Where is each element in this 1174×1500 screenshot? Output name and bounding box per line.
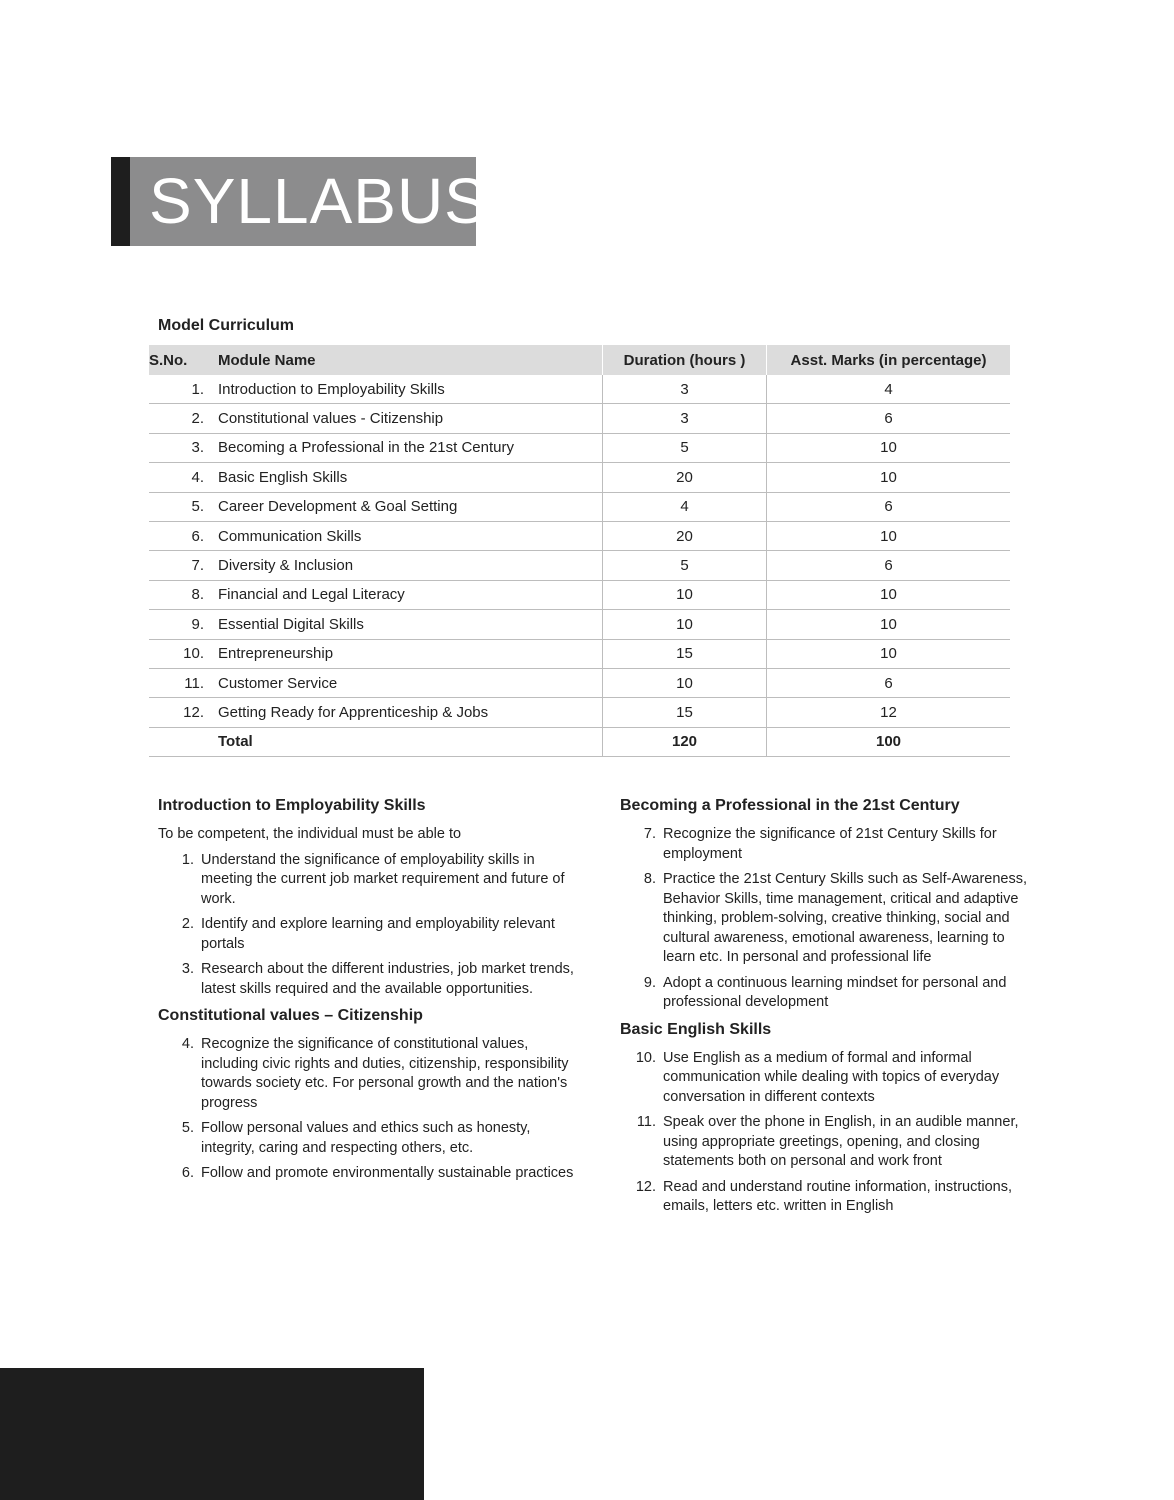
- section-intro-text: To be competent, the individual must be able to: [158, 826, 462, 842]
- section-intro-employability: [158, 795, 588, 999]
- row-module: Basic English Skills: [218, 463, 603, 492]
- header-duration: Duration (hours ): [603, 345, 767, 375]
- list-item-text: Use English as a medium of formal and informal communication while dealing with topics of everyday conversation in different contexts: [663, 1049, 1000, 1105]
- list-item: [158, 915, 588, 954]
- list-item-number: 12.: [635, 1178, 656, 1195]
- header-marks: Asst. Marks (in percentage): [767, 345, 1011, 375]
- list-item-number: 1.: [181, 851, 194, 868]
- section-professional: [620, 795, 1040, 1013]
- list-item: [620, 870, 1040, 968]
- list-item-text: Read and understand routine information, instructions, emails, letters etc. written in English: [663, 1178, 1013, 1214]
- row-marks: 10: [767, 639, 1011, 668]
- row-sno: 11.: [149, 668, 204, 697]
- list-item: [158, 1035, 588, 1113]
- row-sno: 9.: [149, 610, 204, 639]
- section-heading: Basic English Skills: [620, 1020, 772, 1038]
- row-module: Getting Ready for Apprenticeship & Jobs: [218, 698, 603, 727]
- row-module: Communication Skills: [218, 521, 603, 550]
- row-duration: 5: [603, 551, 767, 580]
- list-item: [620, 1049, 1040, 1108]
- table-row: [149, 375, 1010, 404]
- section-heading: Introduction to Employability Skills: [158, 797, 426, 814]
- row-module: Essential Digital Skills: [218, 610, 603, 639]
- row-module: Financial and Legal Literacy: [218, 580, 603, 609]
- objective-list: [620, 1049, 1040, 1217]
- table-row: [149, 463, 1010, 492]
- list-item: [620, 974, 1040, 1013]
- table-row: [149, 433, 1010, 462]
- list-item-text: Understand the significance of employability skills in meeting the current job market requirement and future of work.: [201, 851, 565, 907]
- row-marks: 6: [767, 668, 1011, 697]
- row-module: Customer Service: [218, 668, 603, 697]
- row-module: Diversity & Inclusion: [218, 551, 603, 580]
- row-sno: 12.: [149, 698, 204, 727]
- row-module: Introduction to Employability Skills: [218, 375, 603, 404]
- table-header-row: [149, 345, 1010, 375]
- row-module: Becoming a Professional in the 21st Century: [218, 433, 603, 462]
- row-marks: 6: [767, 404, 1011, 433]
- row-sno: 6.: [149, 521, 204, 550]
- table-row: [149, 580, 1010, 609]
- row-module: Career Development & Goal Setting: [218, 492, 603, 521]
- section-heading: Constitutional values – Citizenship: [158, 1007, 423, 1024]
- list-item-number: 2.: [181, 916, 194, 932]
- list-item: [158, 1119, 588, 1158]
- table-row: [149, 551, 1010, 580]
- page-title: SYLLABUS: [149, 165, 488, 237]
- list-item: [620, 1113, 1040, 1172]
- row-sno: 2.: [149, 404, 204, 433]
- row-duration: 20: [603, 521, 767, 550]
- list-item-text: Recognize the significance of 21st Century Skills for employment: [663, 826, 997, 862]
- section-constitutional: [158, 1005, 588, 1184]
- row-marks: 6: [767, 551, 1011, 580]
- list-item-number: 10.: [635, 1049, 656, 1066]
- row-duration: 10: [603, 610, 767, 639]
- row-sno: 4.: [149, 463, 204, 492]
- total-label: Total: [218, 727, 603, 756]
- table-row: [149, 404, 1010, 433]
- curriculum-table: [149, 345, 1010, 757]
- right-column: [620, 795, 1040, 1223]
- row-marks: 4: [767, 375, 1011, 404]
- list-item: [158, 960, 588, 999]
- row-duration: 3: [603, 404, 767, 433]
- table-row: [149, 521, 1010, 550]
- list-item-text: Follow and promote environmentally sustainable practices: [201, 1165, 574, 1181]
- row-duration: 10: [603, 580, 767, 609]
- table-row: [149, 492, 1010, 521]
- list-item-number: 11.: [636, 1114, 656, 1130]
- section-english: [620, 1019, 1040, 1217]
- total-marks: 100: [767, 727, 1011, 756]
- row-marks: 6: [767, 492, 1011, 521]
- footer-decorative-block: [0, 1368, 424, 1500]
- row-duration: 3: [603, 375, 767, 404]
- header-sno: S.No.: [149, 345, 204, 375]
- row-marks: 10: [767, 610, 1011, 639]
- row-module: Constitutional values - Citizenship: [218, 404, 603, 433]
- list-item-number: 6.: [181, 1165, 194, 1181]
- row-sno: 1.: [149, 375, 204, 404]
- syllabus-banner: [111, 157, 488, 246]
- row-marks: 10: [767, 580, 1011, 609]
- row-marks: 10: [767, 433, 1011, 462]
- row-marks: 10: [767, 521, 1011, 550]
- total-duration: 120: [603, 727, 767, 756]
- banner-accent-bar: [111, 157, 130, 246]
- objective-list: [620, 825, 1040, 1013]
- list-item: [620, 1178, 1040, 1217]
- curriculum-title: Model Curriculum: [158, 317, 295, 334]
- list-item-text: Practice the 21st Century Skills such as Self-Awareness, Behavior Skills, time management, critical and adaptive thinking, problem-solving, creative thinking, social and cultural awareness, emotional awareness, learning to learn etc. In personal and professional life: [663, 871, 1028, 965]
- left-column: [158, 795, 588, 1190]
- list-item-text: Identify and explore learning and employability relevant portals: [201, 916, 555, 952]
- row-module: Entrepreneurship: [218, 639, 603, 668]
- row-duration: 15: [603, 698, 767, 727]
- objective-list: [158, 851, 588, 1000]
- objective-list: [158, 1035, 588, 1184]
- list-item-number: 8.: [643, 871, 656, 887]
- list-item-number: 4.: [181, 1036, 194, 1052]
- list-item-text: Adopt a continuous learning mindset for personal and professional development: [663, 974, 1007, 1010]
- row-sno: 10.: [149, 639, 204, 668]
- list-item-number: 9.: [643, 974, 656, 991]
- table-row: [149, 698, 1010, 727]
- row-marks: 12: [767, 698, 1011, 727]
- row-duration: 20: [603, 463, 767, 492]
- table-total-row: [149, 727, 1010, 756]
- list-item-text: Recognize the significance of constitutional values, including civic rights and duties, citizenship, responsibility towards society etc. For personal growth and the nation's progress: [201, 1036, 569, 1111]
- row-sno: 8.: [149, 580, 204, 609]
- list-item-number: 5.: [181, 1120, 194, 1136]
- row-marks: 10: [767, 463, 1011, 492]
- list-item: [158, 851, 588, 910]
- list-item-number: 3.: [181, 961, 194, 977]
- row-duration: 15: [603, 639, 767, 668]
- list-item-text: Speak over the phone in English, in an audible manner, using appropriate greetings, opening, and closing statements both on personal and work front: [663, 1114, 1019, 1169]
- table-row: [149, 668, 1010, 697]
- row-duration: 4: [603, 492, 767, 521]
- table-row: [149, 639, 1010, 668]
- list-item: [158, 1164, 588, 1184]
- row-duration: 10: [603, 668, 767, 697]
- table-row: [149, 610, 1010, 639]
- row-sno: 7.: [149, 551, 204, 580]
- section-heading: Becoming a Professional in the 21st Century: [620, 797, 960, 814]
- row-duration: 5: [603, 433, 767, 462]
- list-item-text: Follow personal values and ethics such as honesty, integrity, caring and respecting others, etc.: [201, 1120, 531, 1156]
- row-sno: 5.: [149, 492, 204, 521]
- list-item: [620, 825, 1040, 864]
- list-item-text: Research about the different industries, job market trends, latest skills required and the available opportunities.: [201, 961, 574, 997]
- list-item-number: 7.: [643, 826, 656, 842]
- row-sno: 3.: [149, 433, 204, 462]
- header-module: Module Name: [218, 345, 603, 375]
